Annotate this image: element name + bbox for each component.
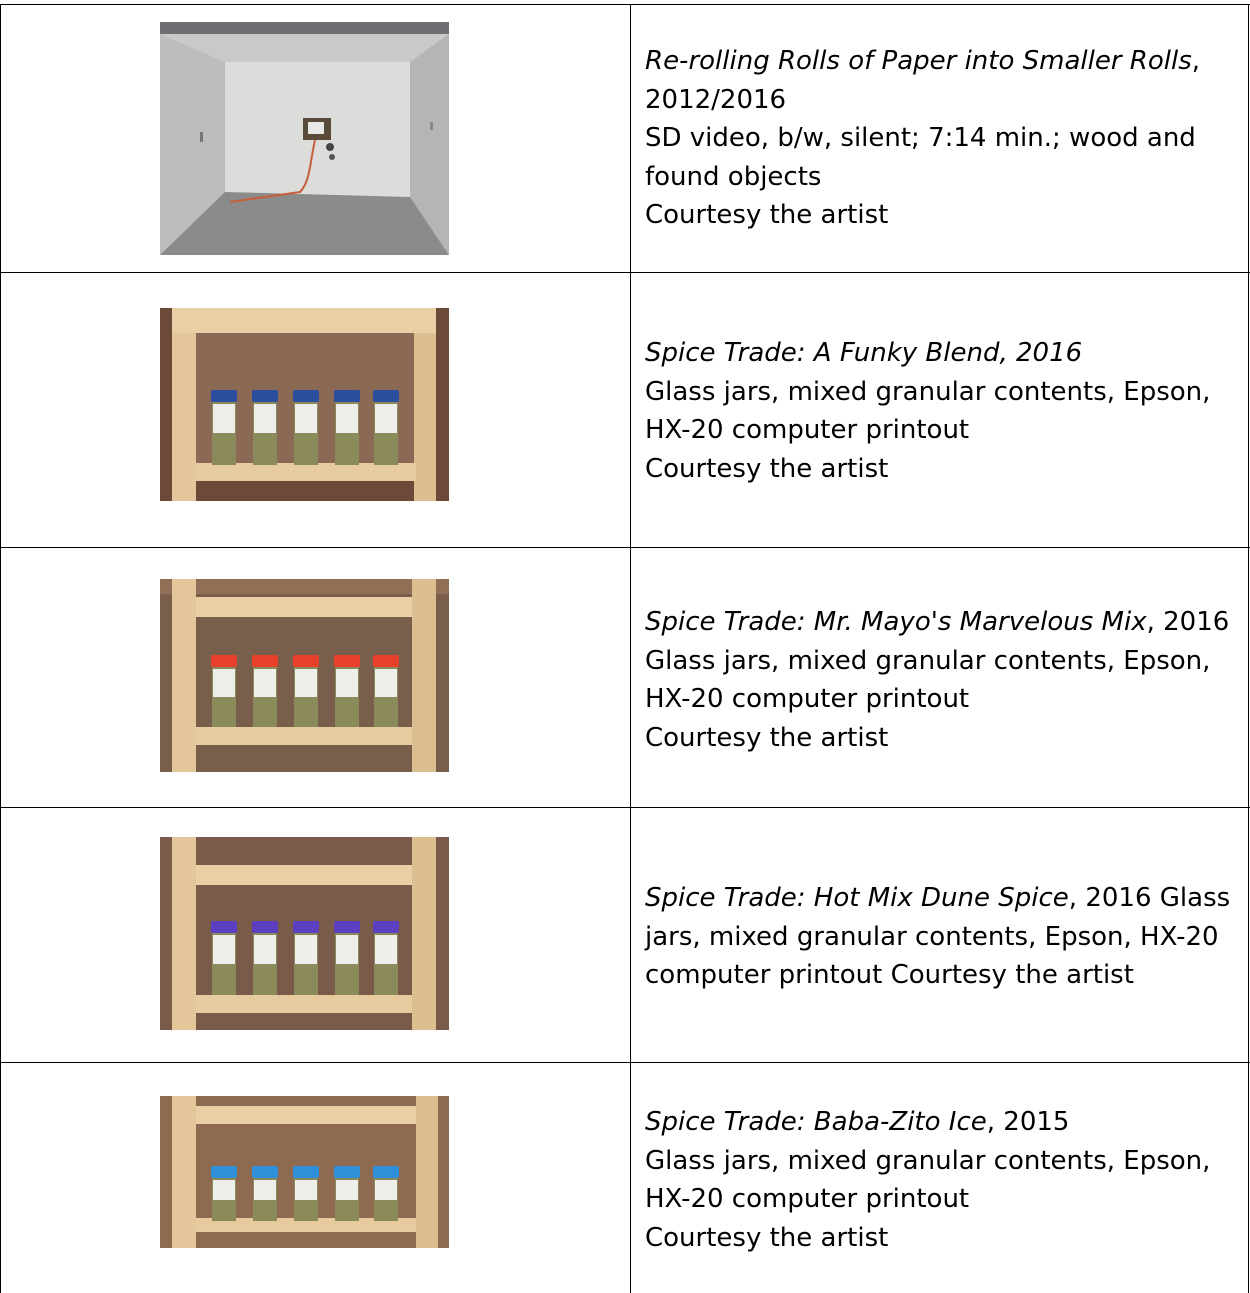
- title-suffix: , 2016 Glass jars, mixed granular contents, Epson, HX-20 computer printout Courtesy the artist: [645, 883, 1231, 990]
- title-suffix: , 2016: [1146, 607, 1230, 637]
- jar-label: [295, 404, 317, 433]
- jar-cap: [252, 655, 278, 667]
- jar-label: [336, 404, 358, 433]
- jar-cap: [293, 655, 319, 667]
- artwork-title: Spice Trade: Mr. Mayo's Marvelous Mix: [645, 607, 1147, 637]
- caption-1: [645, 42, 1245, 235]
- artwork-medium: SD video, b/w, silent; 7:14 min.; wood and found objects: [645, 123, 1196, 192]
- row-divider: [0, 272, 1250, 273]
- jar-label: [295, 935, 317, 964]
- spice-rack-photo: [160, 579, 449, 772]
- artwork-medium: Glass jars, mixed granular contents, Epson, HX-20 computer printout: [645, 1145, 1211, 1214]
- spice-rack-photo: [160, 1096, 449, 1248]
- artwork-credit: Courtesy the artist: [645, 453, 889, 484]
- jar-label: [213, 404, 235, 433]
- table-border-top: [0, 4, 1250, 5]
- jar-cap: [252, 390, 278, 402]
- jar-cap: [334, 921, 360, 933]
- jar-label: [295, 1180, 317, 1200]
- jar-label: [254, 404, 276, 433]
- caption-title-line: [645, 42, 1245, 81]
- artwork-image-spice-rack: [160, 579, 449, 772]
- row-divider: [0, 547, 1250, 548]
- jar-cap: [293, 921, 319, 933]
- artwork-credit: Courtesy the artist: [645, 200, 889, 230]
- table-border-left: [0, 4, 1, 1293]
- jar-cap: [373, 655, 399, 667]
- artwork-image-spice-rack: [160, 1096, 449, 1248]
- caption-title-line: [645, 1103, 1245, 1142]
- caption-4: [645, 879, 1245, 995]
- artwork-title: Spice Trade: Baba-Zito Ice: [645, 1107, 987, 1137]
- spice-rack-photo: [160, 837, 449, 1030]
- jar-cap: [293, 390, 319, 402]
- artwork-title: Re-rolling Rolls of Paper into Smaller Rolls: [645, 46, 1192, 76]
- caption-title-line: [645, 603, 1245, 642]
- artwork-title: Spice Trade: A Funky Blend, 2016: [645, 338, 1083, 368]
- column-divider: [630, 4, 631, 1293]
- row-divider: [0, 1062, 1250, 1063]
- jar-label: [375, 669, 397, 697]
- caption-title-line: [645, 334, 1245, 373]
- caption-2: [645, 334, 1245, 488]
- artwork-credit: Courtesy the artist: [645, 722, 889, 753]
- artwork-medium: Glass jars, mixed granular contents, Epson, HX-20 computer printout: [645, 376, 1211, 445]
- artwork-date: 2012/2016: [645, 84, 787, 115]
- jar-cap: [252, 1166, 278, 1178]
- row-divider: [0, 807, 1250, 808]
- jar-cap: [334, 1166, 360, 1178]
- jar-cap: [373, 390, 399, 402]
- jar-label: [375, 404, 397, 433]
- jar-label: [254, 669, 276, 697]
- jar-cap: [252, 921, 278, 933]
- jar-cap: [334, 390, 360, 402]
- caption-3: [645, 603, 1245, 757]
- jar-cap: [373, 921, 399, 933]
- artwork-medium: Glass jars, mixed granular contents, Epson, HX-20 computer printout: [645, 645, 1211, 714]
- jar-label: [254, 935, 276, 964]
- jar-label: [375, 935, 397, 964]
- spice-rack-photo: [160, 308, 449, 501]
- jar-cap: [211, 655, 237, 667]
- caption-text: [645, 879, 1245, 995]
- jar-label: [336, 935, 358, 964]
- caption-5: [645, 1103, 1245, 1257]
- table-border-right: [1248, 4, 1249, 1293]
- jar-label: [213, 1180, 235, 1200]
- jar-label: [213, 669, 235, 697]
- jar-label: [336, 669, 358, 697]
- jar-label: [295, 669, 317, 697]
- jar-label: [336, 1180, 358, 1200]
- jar-cap: [293, 1166, 319, 1178]
- jar-cap: [211, 1166, 237, 1178]
- jar-label: [254, 1180, 276, 1200]
- artwork-image-gallery: [160, 22, 449, 255]
- jar-cap: [211, 921, 237, 933]
- artwork-title: Spice Trade: Hot Mix Dune Spice: [645, 883, 1069, 913]
- artwork-image-spice-rack: [160, 837, 449, 1030]
- title-suffix: ,: [1191, 46, 1201, 76]
- jar-cap: [334, 655, 360, 667]
- artwork-image-spice-rack: [160, 308, 449, 501]
- jar-label: [375, 1180, 397, 1200]
- jar-cap: [211, 390, 237, 402]
- artwork-credit: Courtesy the artist: [645, 1222, 889, 1253]
- title-suffix: , 2015: [986, 1107, 1070, 1137]
- jar-cap: [373, 1166, 399, 1178]
- jar-label: [213, 935, 235, 964]
- gallery-installation-photo: [160, 22, 449, 255]
